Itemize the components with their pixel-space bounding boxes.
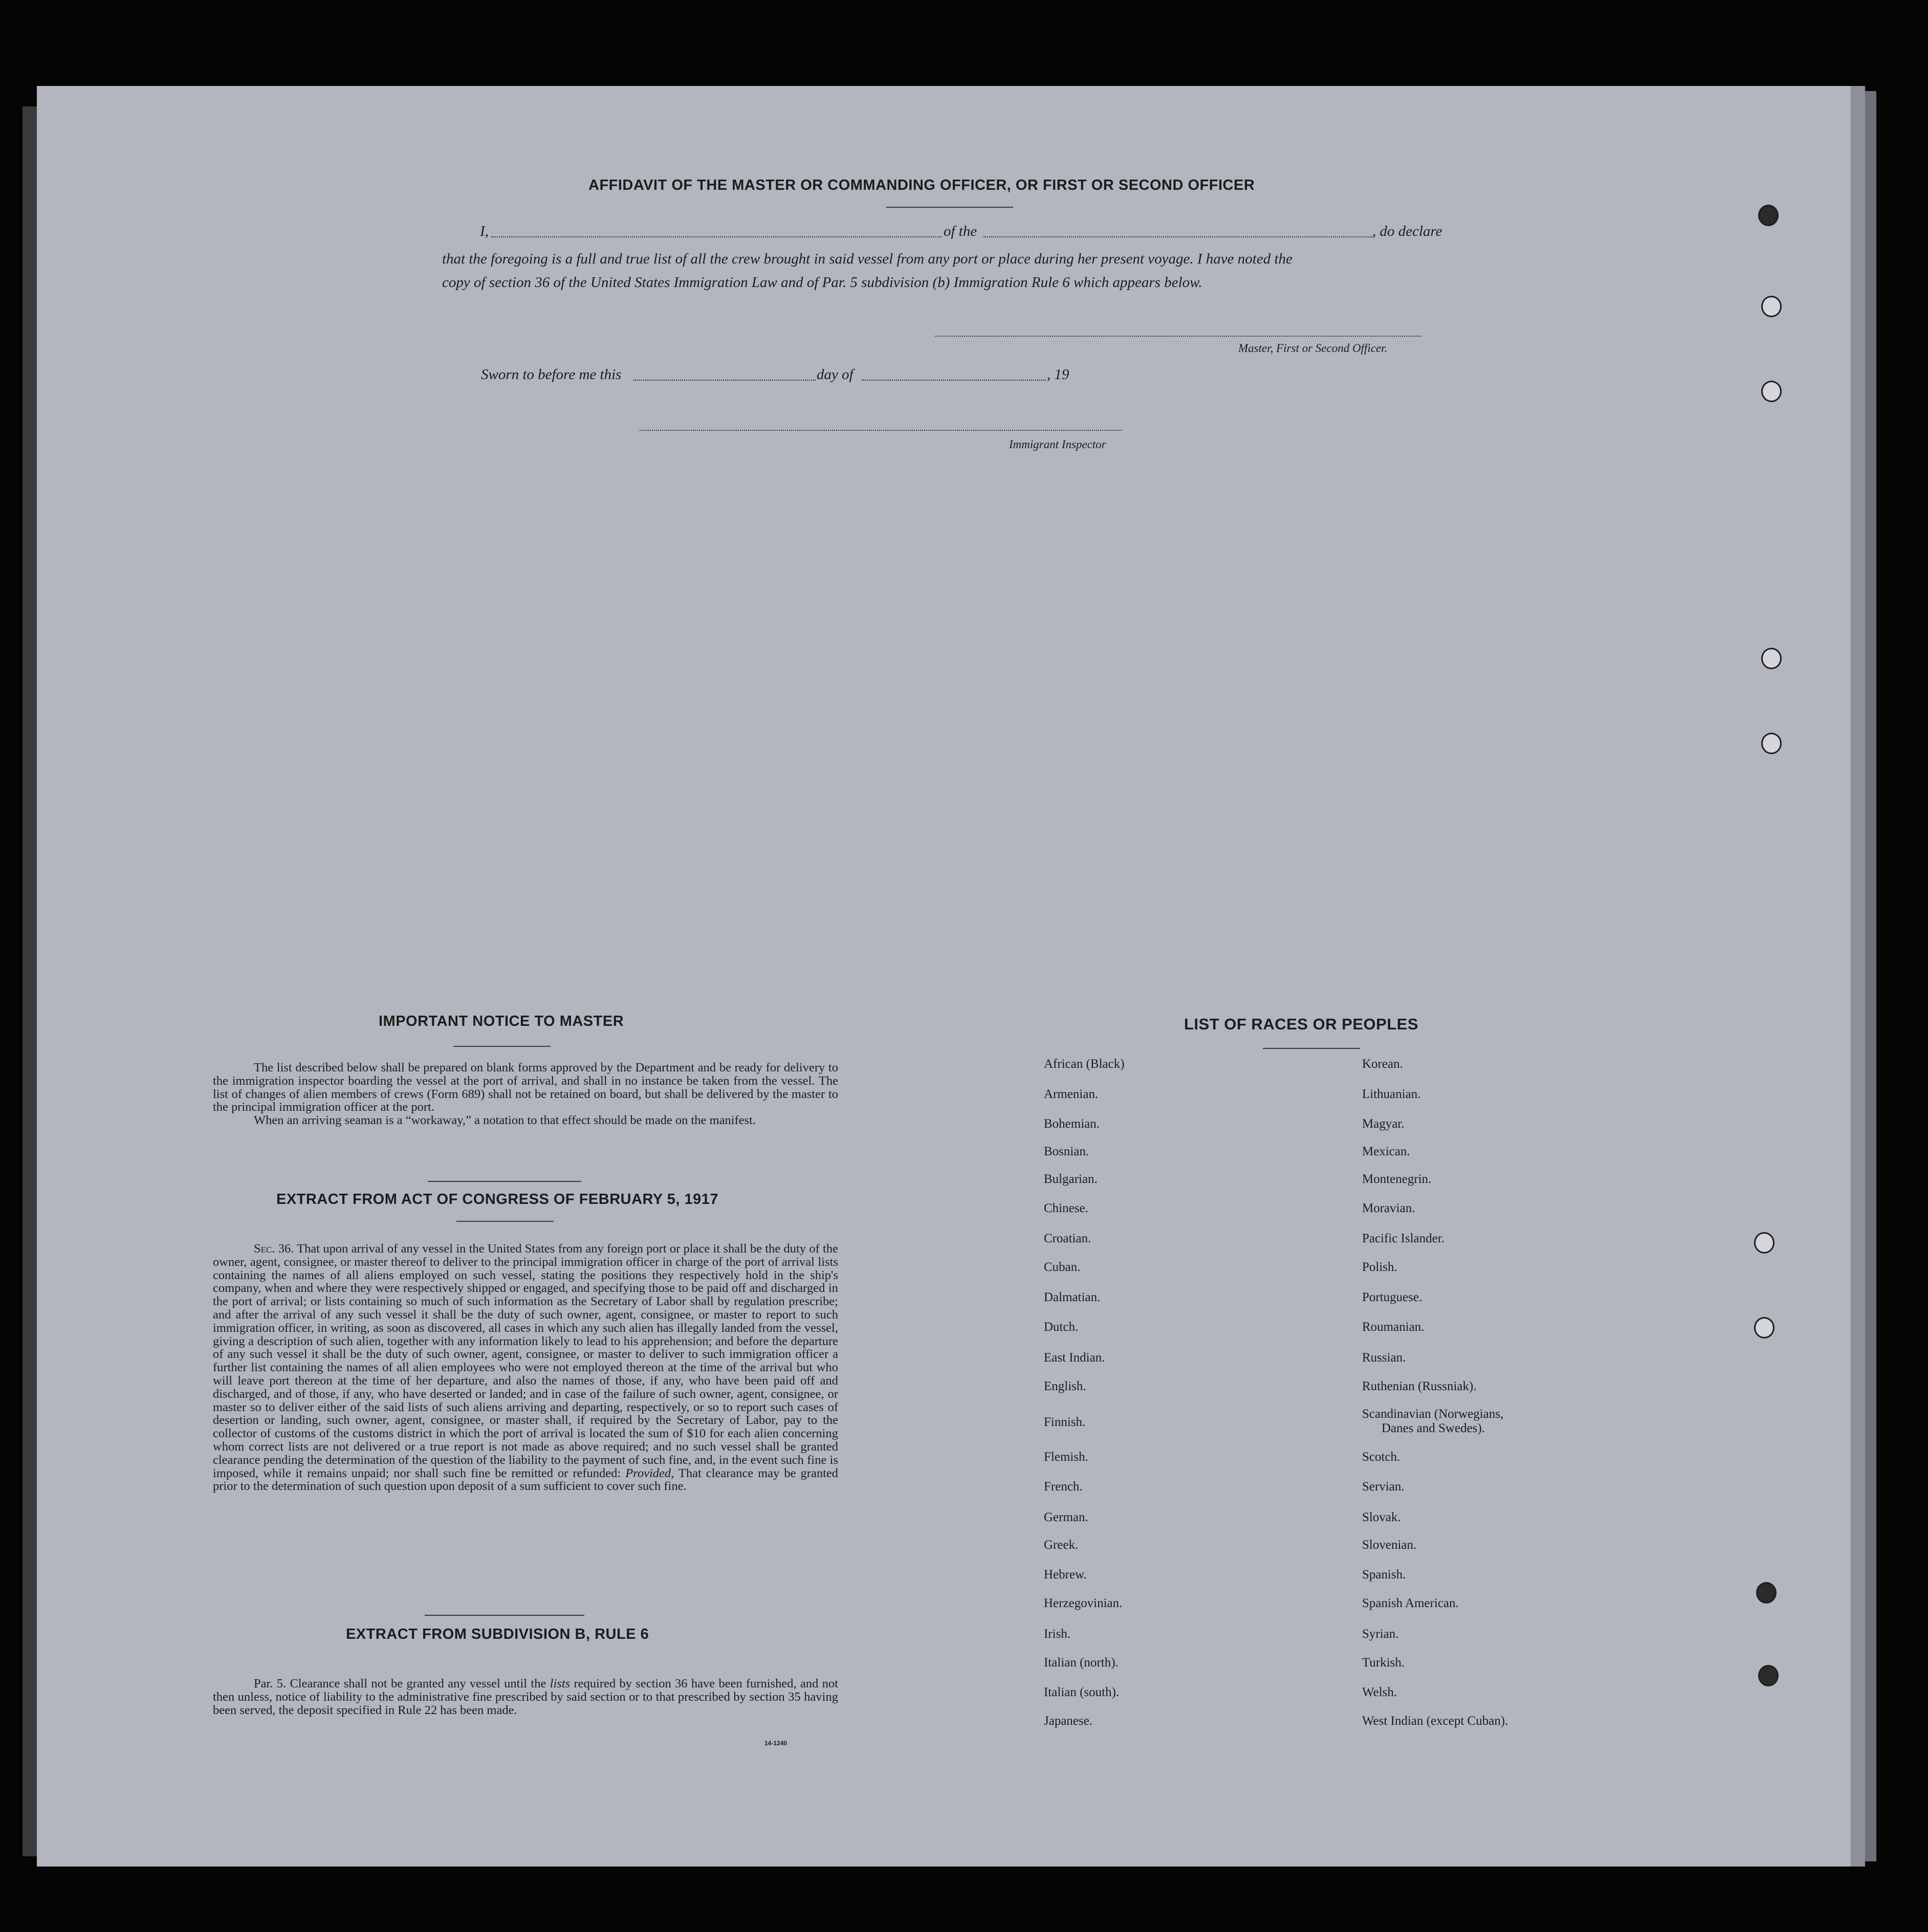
race-item: Herzegovinian. — [1044, 1596, 1123, 1610]
race-item: Italian (north). — [1044, 1656, 1119, 1670]
race-item: Lithuanian. — [1362, 1087, 1421, 1101]
race-item: Spanish. — [1362, 1568, 1406, 1582]
race-item: West Indian (except Cuban). — [1362, 1714, 1508, 1728]
race-item: Scotch. — [1362, 1450, 1400, 1464]
extract-act-title: EXTRACT FROM ACT OF CONGRESS OF FEBRUARY 5, 1917 — [276, 1191, 719, 1208]
extract-rule-title: EXTRACT FROM SUBDIVISION B, RULE 6 — [346, 1626, 649, 1642]
page-edge-shadow — [1865, 91, 1876, 1861]
race-item: German. — [1044, 1510, 1088, 1524]
affidavit-declare: , do declare — [1372, 223, 1442, 239]
section-label: Sec. 36. — [254, 1242, 294, 1256]
notice-title: IMPORTANT NOTICE TO MASTER — [379, 1013, 624, 1029]
affidavit-title: AFFIDAVIT OF THE MASTER OR COMMANDING OFFICER, OR FIRST OR SECOND OFFICER — [588, 177, 1255, 193]
race-item: Magyar. — [1362, 1117, 1405, 1131]
race-item: East Indian. — [1044, 1351, 1105, 1365]
binder-hole-icon — [1761, 381, 1782, 402]
race-item: Italian (south). — [1044, 1685, 1120, 1699]
race-item: Roumanian. — [1362, 1320, 1425, 1334]
race-item: Montenegrin. — [1362, 1172, 1432, 1186]
race-item: Moravian. — [1362, 1201, 1415, 1215]
binder-hole-icon — [1758, 205, 1779, 226]
lists-word: lists — [550, 1677, 571, 1690]
sworn-month-blank[interactable] — [862, 380, 1046, 381]
race-item: Scandinavian (Norwegians, — [1362, 1407, 1504, 1421]
race-item: Mexican. — [1362, 1145, 1410, 1158]
race-item: Cuban. — [1044, 1260, 1081, 1274]
binder-hole-icon — [1756, 1582, 1777, 1604]
race-item: Japanese. — [1044, 1714, 1093, 1728]
race-item: Hebrew. — [1044, 1568, 1087, 1582]
binder-hole-icon — [1761, 733, 1782, 754]
binder-hole-icon — [1754, 1317, 1774, 1338]
race-item: Syrian. — [1362, 1627, 1399, 1641]
race-item: Chinese. — [1044, 1201, 1088, 1215]
section-36-text: That upon arrival of any vessel in the United States from any foreign port or place it shall be the duty of the owner, agent, consignee, or master thereof to deliver to the principal immigration officer in charge of the port of arrival lists containing the names of all aliens employed on such vessel, stating the positions they respectively hold in the ship's company, when and where they were respectively shipped or engaged, and specifying those to be paid off and discharged in the port of arrival; or lists containing so much of such information as the Secretary of Labor shall by regulation prescribe; and after the arrival of any such vessel it shall be the duty of such owner, agent, consignee, or master to report to such immigration officer, in writing, as soon as discovered, all cases in which any such alien has illegally landed from the vessel, giving a description of such alien, together with any information likely to lead to his apprehension; and before the departure of any such vessel it shall be the duty of such owner, agent, consignee, or master to deliver to such immigration officer a further list containing the names of all alien employees who were not employed thereon at the time of the arrival but who will leave port thereon at the time of her departure, and also the names of those, if any, who have been paid off and discharged, and of those, if any, who have deserted or landed; and in case of the failure of such owner, agent, consignee, or master so to deliver either of the said lists of such aliens arriving and departing, respectively, or so to report such cases of desertion or landing, such owner, agent, consignee, or master shall, if required by the Secretary of Labor, pay to the collector of customs of the customs district in which the port of arrival is located the sum of $10 for each alien concerning whom correct lists are not delivered or a true report is not made as above required; and no such vessel shall be granted clearance pending the determination of the question of the liability to the payment of such fine, and, in the event such fine is imposed, while it remains unpaid; nor shall such fine be remitted or refunded: — [213, 1242, 838, 1480]
affidavit-i: I, — [480, 223, 489, 239]
extract-rule-body — [213, 1677, 838, 1717]
race-item: Polish. — [1362, 1260, 1397, 1274]
section-divider-1 — [428, 1181, 581, 1182]
notice-body — [213, 1061, 838, 1127]
race-item: Pacific Islander. — [1362, 1232, 1445, 1245]
race-item: French. — [1044, 1480, 1083, 1494]
affidavit-line3: copy of section 36 of the United States Immigration Law and of Par. 5 subdivision (b) Immigration Rule 6 which appears below. — [442, 274, 1202, 291]
sworn-prefix: Sworn to before me this — [481, 366, 622, 383]
notice-paragraph-1: The list described below shall be prepared on blank forms approved by the Department and be ready for delivery to the immigration inspector boarding the vessel at the port of arrival, and shall in no instance be taken from the vessel. The list of changes of alien members of crews (Form 689) shall not be retained on board, but shall be delivered by the master to the principal immigration officer at the port. — [213, 1061, 838, 1114]
race-item: Servian. — [1362, 1480, 1405, 1494]
affidavit-of-the: of the — [944, 223, 977, 239]
affidavit-line2: that the foregoing is a full and true list of all the crew brought in said vessel from any port or place during her present voyage. I have noted the — [442, 251, 1292, 267]
form-number: 14-1240 — [764, 1740, 787, 1747]
page-edge — [1851, 86, 1865, 1867]
section-divider-2 — [425, 1615, 584, 1616]
race-item: Bulgarian. — [1044, 1172, 1098, 1186]
binder-hole-icon — [1758, 1665, 1779, 1686]
par5-text-a: Par. 5. Clearance shall not be granted any vessel until the — [254, 1677, 546, 1690]
notice-title-rule — [453, 1046, 551, 1047]
affidavit-title-rule — [886, 207, 1013, 208]
race-item: Finnish. — [1044, 1415, 1086, 1429]
extract-act-body — [213, 1242, 838, 1493]
race-item: Spanish American. — [1362, 1596, 1459, 1610]
race-item: Irish. — [1044, 1627, 1071, 1641]
race-item: Greek. — [1044, 1538, 1079, 1552]
race-item: Dutch. — [1044, 1320, 1079, 1334]
race-item: Slovak. — [1362, 1510, 1401, 1524]
race-item: Korean. — [1362, 1057, 1403, 1071]
race-item: Welsh. — [1362, 1685, 1397, 1699]
sworn-day-of: day of — [817, 366, 853, 383]
section-36-text-end: That clearance may be granted prior to the determination of such question upon deposit of a sum sufficient to cover such fine. — [213, 1466, 838, 1494]
race-item-continuation: Danes and Swedes). — [1382, 1421, 1485, 1435]
race-item: Turkish. — [1362, 1656, 1405, 1670]
race-item: English. — [1044, 1379, 1086, 1393]
master-signature-blank[interactable] — [935, 336, 1421, 337]
binder-hole-icon — [1761, 296, 1782, 317]
race-item: Bosnian. — [1044, 1145, 1089, 1158]
race-item: Bohemian. — [1044, 1117, 1100, 1131]
race-item: Dalmatian. — [1044, 1290, 1101, 1304]
race-item: Russian. — [1362, 1351, 1406, 1365]
inspector-label: Immigrant Inspector — [1009, 438, 1106, 451]
race-item: Armenian. — [1044, 1087, 1099, 1101]
inspector-signature-blank[interactable] — [640, 430, 1122, 431]
races-title: LIST OF RACES OR PEOPLES — [1184, 1015, 1419, 1033]
races-title-rule — [1263, 1048, 1360, 1049]
par5-text-b: required by section 36 have been furnished, and not then unless, notice of liability to the administrative fine prescribed by said section or to that prescribed by section 35 having been served, the deposit specified in Rule 22 has been made. — [213, 1677, 839, 1717]
document-page — [37, 86, 1853, 1867]
notice-paragraph-2: When an arriving seaman is a “workaway,” a notation to that effect should be made on the manifest. — [254, 1113, 756, 1128]
vessel-blank[interactable] — [983, 236, 1372, 237]
race-item: Ruthenian (Russniak). — [1362, 1379, 1477, 1393]
race-item: Flemish. — [1044, 1450, 1088, 1464]
extract-act-rule — [456, 1221, 554, 1222]
race-item: Portuguese. — [1362, 1290, 1422, 1304]
race-item: African (Black) — [1044, 1057, 1125, 1071]
binder-hole-icon — [1754, 1232, 1774, 1254]
race-item: Croatian. — [1044, 1232, 1091, 1245]
race-item: Slovenian. — [1362, 1538, 1417, 1552]
sworn-day-blank[interactable] — [633, 380, 816, 381]
sworn-year: , 19 — [1047, 366, 1069, 383]
name-blank[interactable] — [491, 236, 941, 237]
master-signature-label: Master, First or Second Officer. — [1238, 342, 1388, 355]
binder-hole-icon — [1761, 648, 1782, 669]
provided-word: Provided, — [625, 1466, 674, 1480]
